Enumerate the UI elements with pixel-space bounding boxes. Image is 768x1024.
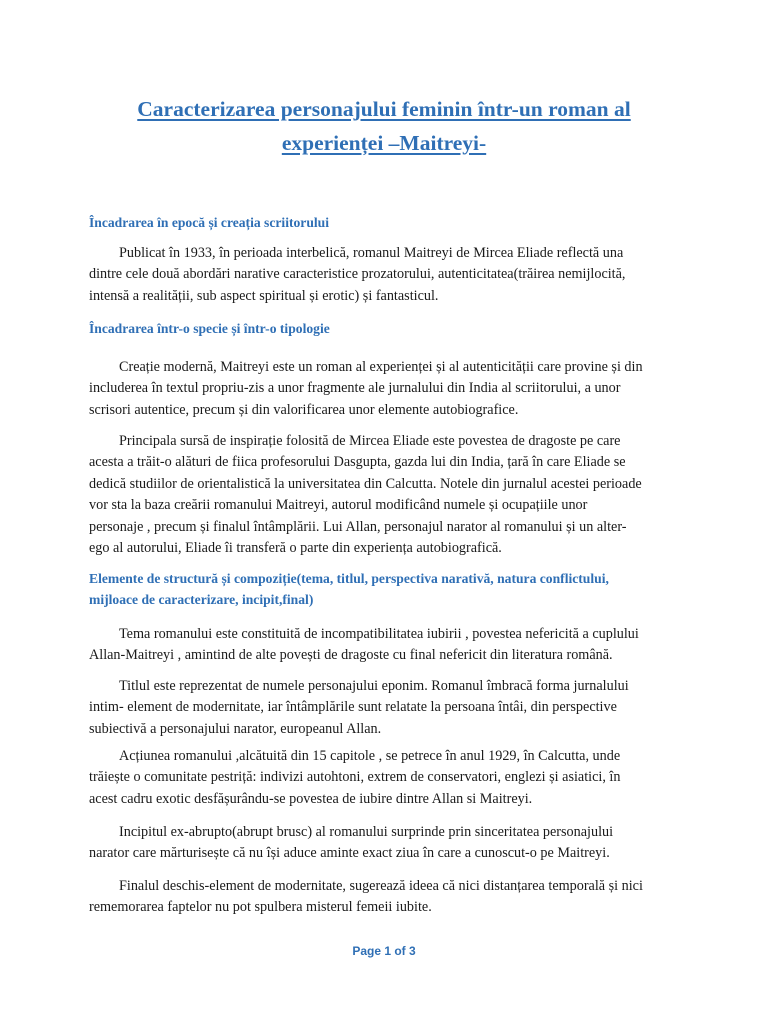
section-heading-specie [89, 318, 689, 339]
heading-line: Elemente de structură și compoziție(tema, titlul, perspectiva narativă, natura conflictului, [89, 571, 609, 586]
paragraph-line: vor sta la baza creării romanului Maitreyi, autorul modificând numele și ocupațiile unor [89, 497, 588, 514]
paragraph-line: Incipitul ex-abrupto(abrupt brusc) al romanului surprinde prin sinceritatea personajului [119, 824, 614, 840]
paragraph-line: intim- element de modernitate, iar întâmplările sunt relatate la persoana întâi, din perspective [89, 699, 617, 716]
paragraph-publicat [89, 243, 689, 307]
paragraph-line: Creație modernă, Maitreyi este un roman al experienței și al autenticității care provine și din [119, 359, 643, 375]
paragraph-line: Acțiunea romanului ,alcătuită din 15 capitole , se petrece în anul 1929, în Calcutta, unde [119, 748, 621, 764]
paragraph-line: Tema romanului este constituită de incompatibilitatea iubirii , povestea nefericită a cuplului [119, 626, 639, 642]
title-line: Caracterizarea personajului feminin într-un roman al [137, 97, 631, 121]
section-heading-structura [89, 568, 689, 610]
paragraph-sursa [89, 431, 689, 559]
paragraph-line: trăiește o comunitate pestriță: indivizi autohtoni, extrem de conservatori, englezi și asiatici, în [89, 769, 621, 786]
paragraph-line: dedică studiilor de orientalistică la universitatea din Calcutta. Notele din jurnalul acestei perioade [89, 475, 642, 492]
title-line: experienței –Maitreyi- [281, 131, 487, 155]
paragraph-line: Principala sursă de inspirație folosită de Mircea Eliade este povestea de dragoste pe care [119, 433, 621, 449]
paragraph-actiunea [89, 746, 689, 810]
paragraph-tema [89, 624, 689, 667]
paragraph-line: rememorarea faptelor nu pot spulbera misterul femeii iubite. [89, 899, 432, 916]
paragraph-incipitul [89, 822, 689, 865]
paragraph-line: Allan-Maitreyi , amintind de alte povești de dragoste cu final nefericit din literatura română. [89, 647, 613, 664]
paragraph-line: acest cadru exotic desfășurându-se povestea de iubire dintre Allan si Maitreyi. [89, 790, 533, 807]
paragraph-finalul [89, 876, 689, 919]
paragraph-line: dintre cele două abordări narative caracteristice prozatorului, autenticitatea(trăirea nemijlocită, [89, 266, 626, 283]
paragraph-line: intensă a realității, sub aspect spiritual și erotic) și fantasticul. [89, 287, 439, 304]
paragraph-line: acesta a trăit-o alături de fiica profesorului Dasgupta, gazda lui din India, țară în care Eliade se [89, 454, 626, 471]
document-title [88, 92, 680, 160]
section-heading-epoca [89, 212, 689, 233]
heading-line: Încadrarea într-o specie și într-o tipologie [89, 321, 330, 336]
paragraph-line: ego al autorului, Eliade îi transferă o parte din experiența autobiografică. [89, 540, 502, 557]
page-number: Page 1 of 3 [352, 944, 416, 958]
paragraph-line: scrisori autentice, precum și din valorificarea unor elemente autobiografice. [89, 401, 519, 418]
paragraph-line: includerea în textul propriu-zis a unor fragmente ale jurnalului din India al scriitorului, a unor [89, 380, 621, 397]
paragraph-line: Finalul deschis-element de modernitate, sugerează ideea că nici distanțarea temporală și nici [119, 878, 643, 894]
paragraph-line: subiectivă a personajului narator, europeanul Allan. [89, 720, 382, 737]
heading-line: mijloace de caracterizare, incipit,final) [89, 592, 314, 607]
paragraph-titlul [89, 676, 689, 740]
paragraph-line: Publicat în 1933, în perioada interbelică, romanul Maitreyi de Mircea Eliade reflectă una [119, 245, 624, 261]
paragraph-line: Titlul este reprezentat de numele personajului eponim. Romanul îmbracă forma jurnalului [119, 678, 629, 694]
paragraph-creatie [89, 357, 689, 421]
paragraph-line: narator care mărturisește că nu își aduce aminte exact ziua în care a cunoscut-o pe Maitreyi. [89, 845, 610, 862]
heading-line: Încadrarea în epocă și creația scriitorului [89, 215, 330, 230]
paragraph-line: personaje , precum și finalul întâmplării. Lui Allan, personajul narator al romanului și un alter- [89, 518, 627, 535]
